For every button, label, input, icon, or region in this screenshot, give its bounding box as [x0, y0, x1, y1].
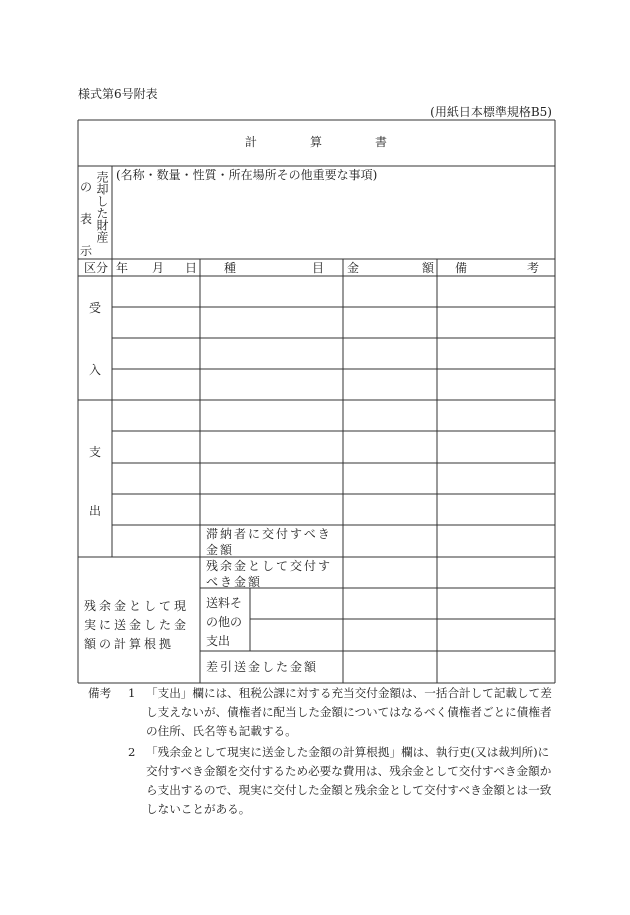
note-text: 「支出」欄には、租税公課に対する充当交付金額は、一括合計して記載して差し支えないが、債権者に配当した金額についてはなるべく債権者ごとに債権者の住所、氏名等も記載する。: [146, 686, 552, 738]
delinquent-payable-label: 滞納者に交付すべき金額: [206, 527, 332, 557]
paper-size-note: (用紙日本標準規格B5): [430, 105, 552, 119]
table-title: 計 算 書: [244, 135, 388, 149]
col-item-b: 目: [312, 261, 325, 275]
notes-section: [88, 684, 558, 819]
note-text: 「残余金として現実に送金した金額の計算根拠」欄は、執行吏(又は裁判所)に交付すべき金額を交付するため必要な費用は、残余金として交付すべき金額から支出するので、現実に交付した金額と残余金として交付すべき金額とは一致しないことがある。: [146, 745, 552, 816]
col-remarks-a: 備: [455, 261, 468, 275]
surplus-payable-label: 残余金として交付すべき金額: [206, 559, 333, 589]
property-hint: (名称・数量・性質・所在場所その他重要な事項): [116, 168, 378, 182]
surplus-basis-label: 残余金として現実に送金した金額の計算根拠: [84, 599, 190, 651]
note-number: 1: [128, 686, 136, 700]
col-category: 区分: [83, 261, 108, 275]
form-number: 様式第6号附表: [78, 87, 158, 101]
col-amount-b: 額: [422, 261, 435, 275]
col-amount-a: 金: [347, 261, 360, 275]
note-item: [88, 684, 558, 741]
receipt-label-top: 受: [89, 301, 102, 315]
payment-label-top: 支: [89, 445, 102, 459]
property-label-col2: の 表 示: [80, 180, 93, 258]
col-year: 年: [116, 261, 129, 275]
note-number: 2: [128, 745, 136, 759]
property-label-col1: 売却した財産: [95, 171, 109, 243]
postage-other-label: 送料その他の支出: [206, 596, 243, 648]
col-month: 月: [152, 261, 165, 275]
col-remarks-b: 考: [527, 261, 540, 275]
receipt-label-bottom: 入: [89, 363, 102, 377]
note-item: [88, 743, 558, 819]
col-day: 日: [185, 261, 198, 275]
notes-label: 備考: [88, 686, 112, 700]
col-item-a: 種: [224, 261, 237, 275]
payment-label-bottom: 出: [89, 504, 102, 518]
net-remitted-label: 差引送金した金額: [206, 660, 319, 674]
